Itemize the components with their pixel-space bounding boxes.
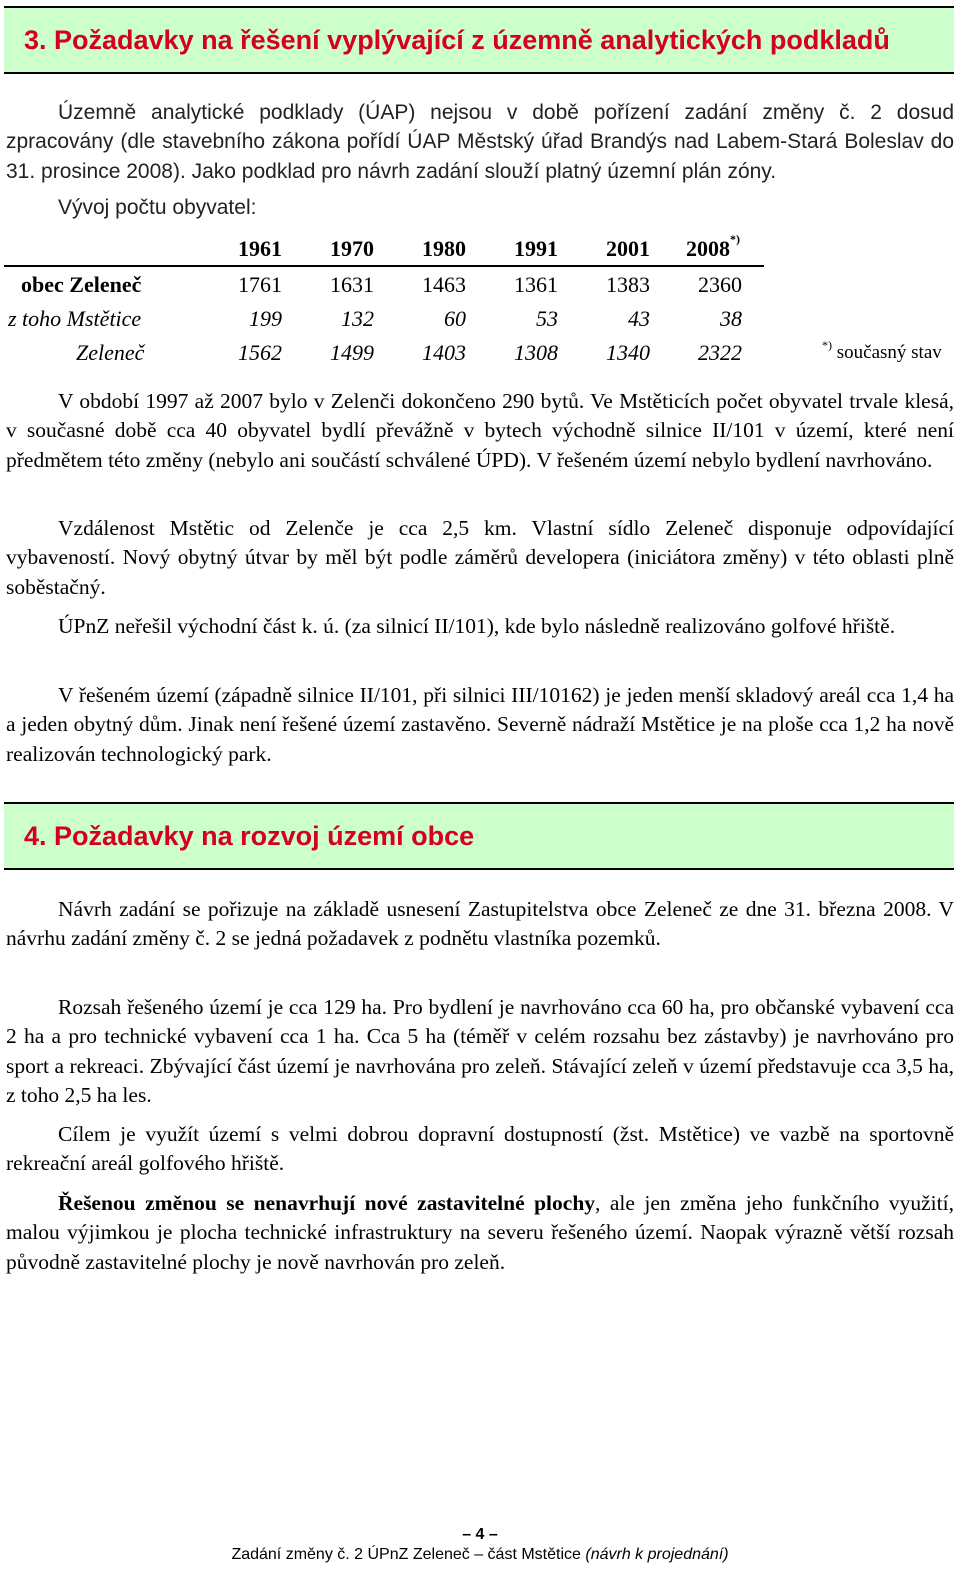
table-header-rule [4,265,764,267]
paragraph: V období 1997 až 2007 bylo v Zelenči dokončeno 290 bytů. Ve Mstěticích počet obyvatel trvale klesá, v současné době cca 40 obyvatel bydlí převážně v bytech východně silnice II/101 v území, které není předmětem této změny (nebylo ani součástí schválené ÚPD). V řešeném území nebylo bydlení navrhováno. [6,389,954,472]
year-header: 2001 [606,236,650,261]
table-cell: 53 [536,306,558,331]
year-header-2008 [686,232,740,262]
paragraph: Vzdálenost Mstětic od Zelenče je cca 2,5 km. Vlastní sídlo Zeleneč disponuje odpovídající vybaveností. Nový obytný útvar by měl být podle záměrů developera (iniciátora změny) v této oblasti plně soběstačný. [6,516,954,599]
table-cell: 1761 [238,272,282,297]
table-cell: 60 [444,306,466,331]
table-cell: 1403 [422,340,466,365]
section-4-heading: 4. Požadavky na rozvoj území obce [4,802,954,870]
footnote-mark: *) [822,338,832,352]
row-label: Zeleneč [76,340,145,365]
paragraph: V řešeném území (západně silnice II/101, při silnici III/10162) je jeden menší skladový areál cca 1,4 ha a jeden obytný dům. Jinak není řešené území zastavěno. Severně nádraží Mstětice je na ploše cca 1,2 ha nově realizován technologický park. [6,683,954,766]
footer-doc: Zadání změny č. 2 ÚPnZ Zeleneč – část Mstětice [231,1546,581,1563]
footnote-mark: *) [730,232,740,246]
page-number: – 4 – [462,1526,498,1543]
table-cell: 1562 [238,340,282,365]
table-cell: 2322 [698,340,742,365]
year-header-text: 2008 [686,236,730,261]
paragraph: Návrh zadání se pořizuje na základě usnesení Zastupitelstva obce Zeleneč ze dne 31. března 2008. V návrhu zadání změny č. 2 se jedná požadavek z podnětu vlastníka pozemků. [6,897,954,951]
paragraph-rest: , ale jen změna jeho funkčního využití, malou výjimkou je plocha technické infrastruktury na severu řešeného území. Naopak výrazně větší rozsah původně zastavitelné plochy je nově navrhován pro zeleň. [6,1191,954,1274]
table-cell: 1340 [606,340,650,365]
table-cell: 1631 [330,272,374,297]
paragraph: Cílem je využít území s velmi dobrou dopravní dostupností (žst. Mstětice) ve vazbě na sportovně rekreační areál golfového hřiště. [6,1122,954,1176]
paragraph: ÚPnZ neřešil východní část k. ú. (za silnicí II/101), kde bylo následně realizováno golfové hřiště. [58,614,896,638]
table-cell: 1383 [606,272,650,297]
table-cell: 38 [720,306,742,331]
paragraph: Rozsah řešeného území je cca 129 ha. Pro bydlení je navrhováno cca 60 ha, pro občanské vybavení cca 2 ha a pro technické vybavení cca 1 ha. Cca 5 ha (téměř v celém rozsahu bez zástavby) je navrhováno pro sport a rekreaci. Zbývající část území je navrhována pro zeleň. Stávající zeleň v území představuje cca 3,5 ha, z toho 2,5 ha les. [6,995,954,1107]
section-3-heading: 3. Požadavky na řešení vyplývající z územně analytických podkladů [4,6,954,74]
table-cell: 1361 [514,272,558,297]
footer-doc-title [0,1546,960,1564]
footnote-text: současný stav [836,342,942,363]
year-header: 1991 [514,236,558,261]
table-cell: 199 [249,306,282,331]
table-cell: 132 [341,306,374,331]
table-cell: 1308 [514,340,558,365]
row-label: obec Zeleneč [21,272,142,297]
intro-paragraph: Územně analytické podklady (ÚAP) nejsou v době pořízení zadání změny č. 2 dosud zpracovány (dle stavebního zákona pořídí ÚAP Městský úřad Brandýs nad Labem-Stará Boleslav do 31. prosince 2008). Jako podklad pro návrh zadání slouží platný územní plán zóny. [6,101,954,183]
paragraph [6,1189,954,1277]
table-footnote [822,338,942,364]
footer-doc-note: (návrh k projednání) [585,1546,729,1563]
table-cell: 2360 [698,272,742,297]
bold-lead: Řešenou změnou se nenavrhují nové zastavitelné plochy [58,1191,596,1215]
table-caption: Vývoj počtu obyvatel: [58,196,257,219]
table-cell: 1463 [422,272,466,297]
year-header: 1970 [330,236,374,261]
row-label: z toho Mstětice [8,306,142,331]
table-cell: 43 [628,306,650,331]
year-header: 1961 [238,236,282,261]
table-cell: 1499 [330,340,374,365]
year-header: 1980 [422,236,466,261]
